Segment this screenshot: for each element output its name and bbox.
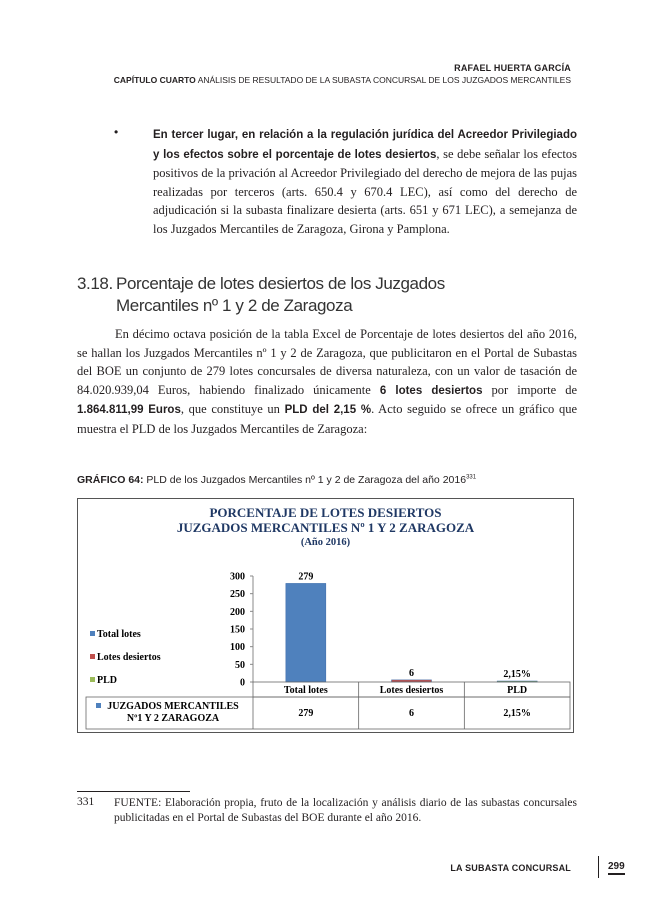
- figure-caption-text: PLD de los Juzgados Mercantiles nº 1 y 2 de Zaragoza del año 2016: [143, 474, 467, 486]
- table-row-label-line1: JUZGADOS MERCANTILES: [107, 701, 239, 712]
- para-text-1: En décimo octava posición de la tabla Excel de Porcentaje de lotes desiertos del año 2016, se hallan los Juzgados Mercantiles nº 1 y 2 de Zaragoza, que publicitaron en el Portal de Subastas del BOE un conjunto de 279 lotes concursales de diversa naturaleza, con un valor de tasación de 84.020.939,04 Euros, habiendo finalizado únicamente: [77, 327, 577, 397]
- footnote-text: FUENTE: Elaboración propia, fruto de la localización y análisis diario de las subastas concursales publicitadas en el Portal de Subastas del BOE durante el año 2016.: [114, 797, 577, 824]
- para-bold-2: 1.864.811,99 Euros: [77, 404, 181, 417]
- data-label-0: 279: [298, 571, 314, 583]
- section-number: 3.18.: [77, 274, 113, 293]
- footnote-rule: [77, 791, 190, 792]
- para-bold-3: PLD del 2,15 %: [284, 404, 372, 417]
- table-cell-1: 6: [409, 708, 414, 719]
- data-label-2: 2,15%: [503, 669, 531, 680]
- data-label-1: 6: [409, 667, 414, 679]
- figure-label: GRÁFICO 64:: [77, 474, 144, 486]
- category-label-0: Total lotes: [283, 685, 328, 696]
- footnote-number: 331: [77, 796, 95, 808]
- bullet-paragraph: [153, 125, 577, 239]
- para-text-2: por importe de: [482, 382, 577, 397]
- body-paragraph: [77, 325, 577, 439]
- legend-label-2: PLD: [97, 675, 117, 686]
- table-cell-0: 279: [298, 708, 314, 719]
- section-title-line2: Mercantiles nº 1 y 2 de Zaragoza: [116, 296, 353, 315]
- category-label-1: Lotes desiertos: [379, 685, 444, 696]
- running-header-chapter: [114, 75, 571, 85]
- chart-title: PORCENTAJE DE LOTES DESIERTOS: [209, 505, 442, 520]
- bar-0: [286, 583, 326, 682]
- table-row-label-line2: Nº1 Y 2 ZARAGOZA: [126, 713, 220, 724]
- table-cell-2: 2,15%: [503, 708, 531, 719]
- table-row-legend-key: [96, 703, 101, 708]
- footer-divider: [598, 856, 599, 878]
- y-tick-label-1: 50: [235, 659, 245, 671]
- legend-label-0: Total lotes: [97, 629, 141, 640]
- y-tick-label-3: 150: [230, 624, 245, 636]
- y-tick-label-2: 100: [230, 642, 245, 654]
- chapter-label: CAPÍTULO CUARTO: [113, 75, 196, 85]
- bullet-rest-text: , se debe señalar los efectos positivos de la privación al Acreedor Privilegiado del derecho de mejora de las pujas realizadas por terceros (arts. 650.4 y 670.4 LEC), así como del derecho de adjudicación si la subasta finalizare desierta (arts. 651 y 671 LEC), a semejanza de los Juzgados Mercantiles de Zaragoza, Girona y Pamplona.: [153, 146, 578, 236]
- legend-key-1: [90, 654, 95, 659]
- figure-footnote-ref: 331: [466, 474, 477, 481]
- bullet-bold-text: En tercer lugar, en relación a la regulación jurídica del Acreedor Privilegiado y los efectos sobre el porcentaje de lotes desiertos: [153, 129, 577, 161]
- chapter-title: ANÁLISIS DE RESULTADO DE LA SUBASTA CONCURSAL DE LOS JUZGADOS MERCANTILES: [195, 75, 571, 85]
- legend-label-1: Lotes desiertos: [97, 652, 161, 663]
- para-text-4: . Acto seguido se ofrece un gráfico que muestra el PLD de los Juzgados Mercantiles de Zaragoza:: [77, 402, 577, 436]
- para-bold-1: 6 lotes desiertos: [379, 384, 483, 397]
- figure-caption: [77, 474, 476, 486]
- bullet-marker: •: [114, 125, 119, 139]
- category-label-2: PLD: [507, 685, 528, 696]
- chart-year-label: (Año 2016): [300, 537, 351, 548]
- y-tick-label-0: 0: [240, 677, 245, 689]
- chart-frame: [77, 498, 574, 733]
- page-number: 299: [608, 861, 625, 875]
- y-tick-label-4: 200: [230, 606, 245, 618]
- y-tick-label-6: 300: [230, 571, 245, 583]
- running-header-author: RAFAEL HUERTA GARCÍA: [454, 63, 571, 73]
- footer-label: LA SUBASTA CONCURSAL: [450, 863, 571, 873]
- legend-key-0: [90, 631, 95, 636]
- y-tick-label-5: 250: [230, 589, 245, 601]
- legend-key-2: [90, 677, 95, 682]
- chart-subtitle: JUZGADOS MERCANTILES Nº 1 Y 2 ZARAGOZA: [176, 520, 475, 535]
- section-title-line1: Porcentaje de lotes desiertos de los Juzgados: [116, 274, 445, 293]
- chart-svg: [78, 499, 573, 732]
- section-heading: [77, 273, 445, 317]
- para-text-3: , que constituye un: [180, 402, 285, 417]
